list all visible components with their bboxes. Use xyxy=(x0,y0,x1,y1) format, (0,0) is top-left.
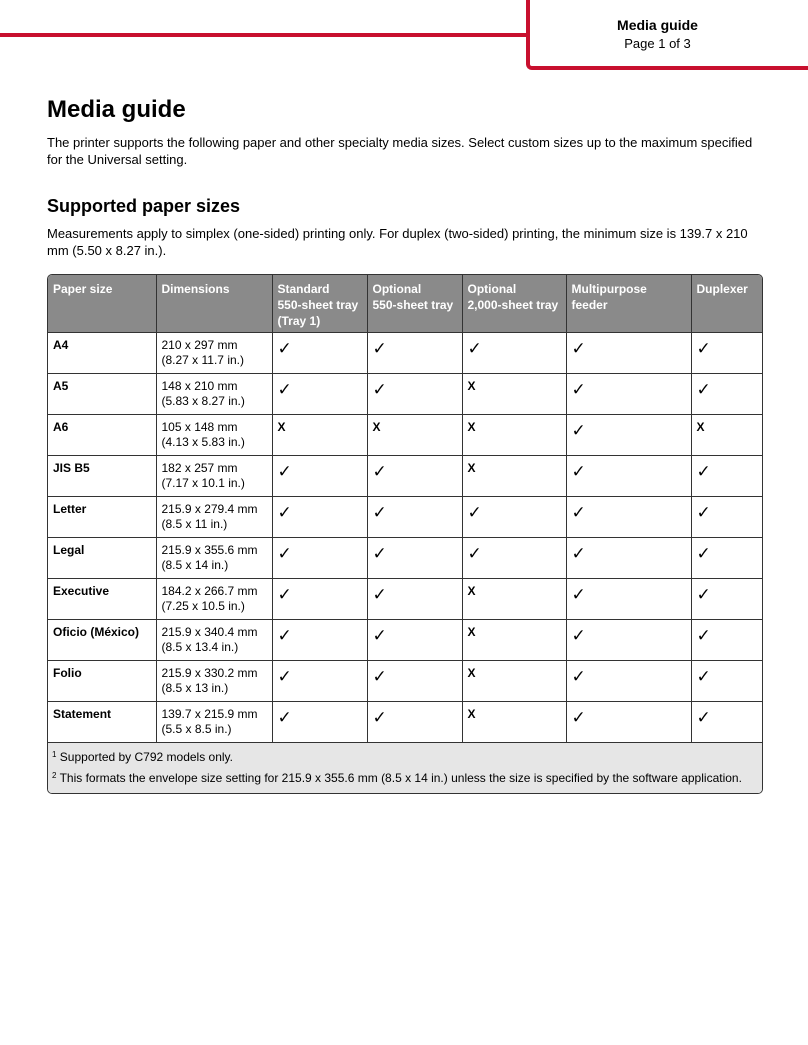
unsupported-cell xyxy=(462,374,566,415)
intro-paragraph: The printer supports the following paper and other specialty media sizes. Select custom sizes up to the maximum specified for the Universal setting. xyxy=(47,135,753,167)
checkmark-icon: ✓ xyxy=(277,503,292,523)
column-header-text: Standard xyxy=(277,282,330,296)
dimensions-imperial: (7.25 x 10.5 in.) xyxy=(161,599,245,613)
checkmark-icon: ✓ xyxy=(696,585,711,605)
dimensions-cell xyxy=(156,415,272,456)
checkmark-icon: ✓ xyxy=(467,544,482,564)
supported-cell xyxy=(367,702,462,743)
checkmark-icon: ✓ xyxy=(571,462,586,482)
dimensions-cell xyxy=(156,702,272,743)
column-header xyxy=(48,275,156,333)
supported-cell xyxy=(566,661,691,702)
supported-cell xyxy=(566,497,691,538)
paper-size-cell: A4 xyxy=(48,333,156,374)
dimensions-cell xyxy=(156,661,272,702)
supported-cell xyxy=(367,374,462,415)
checkmark-icon: ✓ xyxy=(372,708,387,728)
dimensions-cell xyxy=(156,333,272,374)
supported-cell xyxy=(566,333,691,374)
checkmark-icon: ✓ xyxy=(372,380,387,400)
table-row xyxy=(48,374,762,415)
checkmark-icon: ✓ xyxy=(467,503,482,523)
checkmark-icon: ✓ xyxy=(696,380,711,400)
table-row xyxy=(48,620,762,661)
column-header-text: Dimensions xyxy=(161,282,230,296)
x-mark-icon: X xyxy=(467,707,476,721)
table-row xyxy=(48,538,762,579)
checkmark-icon: ✓ xyxy=(277,544,292,564)
header-title: Media guide xyxy=(617,17,698,33)
supported-cell xyxy=(367,456,462,497)
paper-size-cell: Legal xyxy=(48,538,156,579)
checkmark-icon: ✓ xyxy=(696,626,711,646)
dimensions-cell xyxy=(156,579,272,620)
supported-cell xyxy=(691,333,762,374)
unsupported-cell xyxy=(272,415,367,456)
x-mark-icon: X xyxy=(467,584,476,598)
dimensions-cell xyxy=(156,374,272,415)
column-header-text: Optional xyxy=(372,282,422,296)
column-header xyxy=(691,275,762,333)
page-title: Media guide xyxy=(47,96,186,123)
checkmark-icon: ✓ xyxy=(696,667,711,687)
supported-cell xyxy=(272,620,367,661)
header-page-number: Page 1 of 3 xyxy=(624,36,691,51)
table-row xyxy=(48,333,762,374)
supported-cell xyxy=(272,702,367,743)
paper-size-table xyxy=(48,275,762,793)
dimensions-imperial: (8.5 x 14 in.) xyxy=(161,558,229,572)
x-mark-icon: X xyxy=(467,666,476,680)
checkmark-icon: ✓ xyxy=(696,708,711,728)
unsupported-cell xyxy=(462,579,566,620)
supported-cell xyxy=(272,374,367,415)
supported-cell xyxy=(566,415,691,456)
footnotes-cell xyxy=(48,743,762,794)
checkmark-icon: ✓ xyxy=(571,380,586,400)
x-mark-icon: X xyxy=(467,461,476,475)
checkmark-icon: ✓ xyxy=(372,626,387,646)
unsupported-cell xyxy=(462,620,566,661)
unsupported-cell xyxy=(462,702,566,743)
footnote-number: 2 xyxy=(52,771,57,780)
checkmark-icon: ✓ xyxy=(277,667,292,687)
dimensions-metric: 139.7 x 215.9 mm xyxy=(161,707,258,721)
paper-size-cell: Folio xyxy=(48,661,156,702)
supported-cell xyxy=(691,702,762,743)
column-header-text: Optional xyxy=(467,282,517,296)
supported-cell xyxy=(272,538,367,579)
supported-cell xyxy=(272,497,367,538)
supported-cell xyxy=(272,333,367,374)
paper-size-table-frame xyxy=(47,274,763,794)
x-mark-icon: X xyxy=(467,379,476,393)
column-header-text: 550-sheet tray xyxy=(372,298,454,312)
checkmark-icon: ✓ xyxy=(571,421,586,441)
checkmark-icon: ✓ xyxy=(696,503,711,523)
table-row xyxy=(48,702,762,743)
dimensions-metric: 105 x 148 mm xyxy=(161,420,238,434)
footnote-text: Supported by C792 models only. xyxy=(56,750,234,764)
dimensions-metric: 182 x 257 mm xyxy=(161,461,238,475)
paper-size-cell: Letter xyxy=(48,497,156,538)
table-row xyxy=(48,661,762,702)
supported-cell xyxy=(367,661,462,702)
table-row xyxy=(48,579,762,620)
x-mark-icon: X xyxy=(277,420,286,434)
checkmark-icon: ✓ xyxy=(571,544,586,564)
x-mark-icon: X xyxy=(696,420,705,434)
column-header-text: 550-sheet tray xyxy=(277,298,359,312)
dimensions-metric: 215.9 x 279.4 mm xyxy=(161,502,258,516)
supported-cell xyxy=(691,661,762,702)
paper-size-cell: Oficio (México) xyxy=(48,620,156,661)
dimensions-imperial: (8.5 x 11 in.) xyxy=(161,517,228,531)
checkmark-icon: ✓ xyxy=(372,585,387,605)
unsupported-cell xyxy=(367,415,462,456)
supported-cell xyxy=(566,702,691,743)
dimensions-cell xyxy=(156,620,272,661)
table-header-row xyxy=(48,275,762,333)
checkmark-icon: ✓ xyxy=(696,462,711,482)
column-header-text: (Tray 1) xyxy=(277,314,321,328)
supported-cell xyxy=(367,333,462,374)
column-header-text: Multipurpose feeder xyxy=(571,282,647,312)
checkmark-icon: ✓ xyxy=(277,339,292,359)
checkmark-icon: ✓ xyxy=(277,585,292,605)
checkmark-icon: ✓ xyxy=(696,339,711,359)
supported-cell xyxy=(367,579,462,620)
unsupported-cell xyxy=(462,456,566,497)
dimensions-imperial: (5.5 x 8.5 in.) xyxy=(161,722,232,736)
checkmark-icon: ✓ xyxy=(277,626,292,646)
checkmark-icon: ✓ xyxy=(277,462,292,482)
footnote xyxy=(52,768,757,789)
column-header-text: 2,000-sheet tray xyxy=(467,298,559,312)
checkmark-icon: ✓ xyxy=(571,503,586,523)
supported-cell xyxy=(367,538,462,579)
supported-cell xyxy=(272,456,367,497)
checkmark-icon: ✓ xyxy=(571,708,586,728)
header-red-frame xyxy=(526,0,808,70)
footnote-number: 1 xyxy=(52,750,57,759)
x-mark-icon: X xyxy=(467,625,476,639)
page-content xyxy=(47,96,763,794)
supported-cell xyxy=(691,579,762,620)
checkmark-icon: ✓ xyxy=(372,339,387,359)
dimensions-imperial: (8.5 x 13.4 in.) xyxy=(161,640,239,654)
supported-cell xyxy=(691,620,762,661)
supported-cell xyxy=(566,620,691,661)
checkmark-icon: ✓ xyxy=(277,380,292,400)
checkmark-icon: ✓ xyxy=(571,626,586,646)
x-mark-icon: X xyxy=(372,420,381,434)
supported-cell xyxy=(272,579,367,620)
checkmark-icon: ✓ xyxy=(277,708,292,728)
unsupported-cell xyxy=(462,661,566,702)
supported-cell xyxy=(367,497,462,538)
supported-cell xyxy=(462,333,566,374)
dimensions-imperial: (8.27 x 11.7 in.) xyxy=(161,353,244,367)
checkmark-icon: ✓ xyxy=(372,667,387,687)
dimensions-metric: 148 x 210 mm xyxy=(161,379,238,393)
column-header xyxy=(566,275,691,333)
dimensions-cell xyxy=(156,456,272,497)
x-mark-icon: X xyxy=(467,420,476,434)
checkmark-icon: ✓ xyxy=(571,667,586,687)
supported-cell xyxy=(462,497,566,538)
supported-cell xyxy=(566,456,691,497)
paper-size-cell: A6 xyxy=(48,415,156,456)
section-title: Supported paper sizes xyxy=(47,196,241,216)
header-red-line xyxy=(0,33,528,37)
table-row xyxy=(48,497,762,538)
dimensions-imperial: (8.5 x 13 in.) xyxy=(161,681,229,695)
checkmark-icon: ✓ xyxy=(571,339,586,359)
dimensions-imperial: (7.17 x 10.1 in.) xyxy=(161,476,245,490)
table-row xyxy=(48,456,762,497)
supported-cell xyxy=(367,620,462,661)
supported-cell xyxy=(566,374,691,415)
column-header-text: Duplexer xyxy=(696,282,748,296)
footnote-text: This formats the envelope size setting for 215.9 x 355.6 mm (8.5 x 14 in.) unless the size is specified by the software application. xyxy=(56,771,742,785)
checkmark-icon: ✓ xyxy=(372,462,387,482)
supported-cell xyxy=(691,456,762,497)
footnote xyxy=(52,747,757,768)
checkmark-icon: ✓ xyxy=(696,544,711,564)
supported-cell xyxy=(691,374,762,415)
supported-cell xyxy=(691,538,762,579)
dimensions-imperial: (5.83 x 8.27 in.) xyxy=(161,394,245,408)
supported-cell xyxy=(272,661,367,702)
dimensions-metric: 210 x 297 mm xyxy=(161,338,238,352)
paper-size-cell: A5 xyxy=(48,374,156,415)
dimensions-metric: 215.9 x 355.6 mm xyxy=(161,543,258,557)
supported-cell xyxy=(566,579,691,620)
column-header xyxy=(367,275,462,333)
unsupported-cell xyxy=(691,415,762,456)
dimensions-cell xyxy=(156,538,272,579)
column-header xyxy=(272,275,367,333)
supported-cell xyxy=(566,538,691,579)
footnotes-row xyxy=(48,743,762,794)
table-row xyxy=(48,415,762,456)
column-header-text: Paper size xyxy=(53,282,113,296)
dimensions-imperial: (4.13 x 5.83 in.) xyxy=(161,435,245,449)
dimensions-metric: 215.9 x 330.2 mm xyxy=(161,666,258,680)
supported-cell xyxy=(462,538,566,579)
column-header xyxy=(156,275,272,333)
checkmark-icon: ✓ xyxy=(372,544,387,564)
checkmark-icon: ✓ xyxy=(571,585,586,605)
unsupported-cell xyxy=(462,415,566,456)
dimensions-metric: 215.9 x 340.4 mm xyxy=(161,625,258,639)
checkmark-icon: ✓ xyxy=(467,339,482,359)
table-body xyxy=(48,333,762,794)
paper-size-cell: Statement xyxy=(48,702,156,743)
dimensions-cell xyxy=(156,497,272,538)
checkmark-icon: ✓ xyxy=(372,503,387,523)
paper-size-cell: JIS B5 xyxy=(48,456,156,497)
column-header xyxy=(462,275,566,333)
supported-cell xyxy=(691,497,762,538)
dimensions-metric: 184.2 x 266.7 mm xyxy=(161,584,258,598)
section-paragraph: Measurements apply to simplex (one-sided) printing only. For duplex (two-sided) printing, the minimum size is 139.7 x 210 mm (5.50 x 8.27 in.). xyxy=(47,226,748,258)
paper-size-cell: Executive xyxy=(48,579,156,620)
